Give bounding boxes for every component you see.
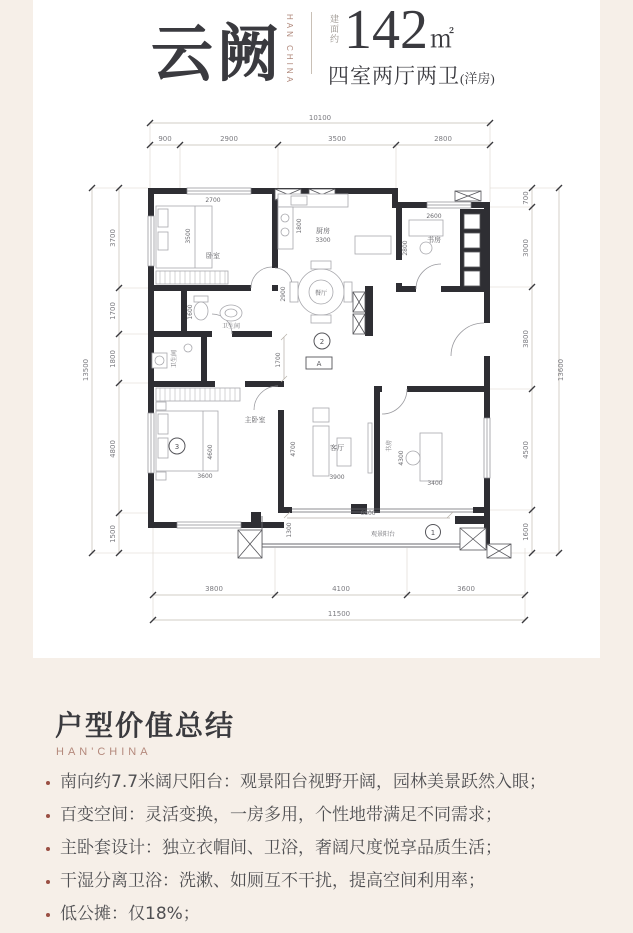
layout-line (328, 60, 495, 90)
area-block (327, 0, 454, 61)
room-study-bottom-height: 4300 (398, 450, 405, 466)
room-master-width: 3600 (197, 473, 213, 480)
room-living-label: 客厅 (330, 444, 344, 452)
dim-right-seg: 4500 (522, 441, 530, 459)
bullet-text: 主卧套设计：独立衣帽间、卫浴，奢阔尺度悦享品质生活； (60, 838, 502, 858)
list-item (46, 799, 591, 832)
room-labels (170, 197, 453, 538)
room-bath1-width: 1600 (187, 304, 194, 320)
room-study-top-height: 2800 (402, 240, 409, 256)
bullet-text: 百变空间：灵活变换，一房多用，个性地带满足不同需求； (60, 805, 502, 825)
bullet-dot-icon (46, 814, 50, 818)
room-kitchen-label: 厨房 (316, 227, 330, 235)
dim-top-seg: 2800 (434, 135, 452, 143)
bullet-text: 干湿分离卫浴：洗漱、如厕互不干扰，提高空间利用率； (60, 871, 485, 891)
dim-top-seg: 900 (158, 135, 172, 143)
room-study-top-label: 书房 (427, 236, 441, 244)
marker-1: 1 (430, 529, 436, 537)
bullet-text: 低公摊：仅18%； (60, 904, 200, 924)
dim-left-seg: 4800 (109, 440, 117, 458)
list-item (46, 865, 591, 898)
room-master-label: 主卧室 (244, 416, 266, 424)
summary-heading: 户型价值总结 (55, 711, 236, 742)
area-value: 142 (344, 0, 428, 61)
marker-3: 3 (174, 443, 180, 451)
dim-bottom-seg: 4100 (332, 585, 350, 593)
bullet-dot-icon (46, 880, 50, 884)
dim-bottom-total: 11500 (327, 610, 351, 618)
section-marker-a: A (316, 360, 322, 368)
room-kitchen-width: 3300 (315, 237, 331, 244)
dim-left-total: 13500 (82, 358, 90, 382)
floorplan-drawing (35, 108, 598, 653)
bullet-text: 南向约7.7米阔尺阳台：观景阳台视野开阔，园林美景跃然入眼； (60, 772, 547, 792)
room-bedroom-width: 2700 (205, 197, 221, 204)
dim-left-seg: 1800 (109, 350, 117, 368)
dim-right-total: 13600 (557, 358, 565, 382)
dim-left-seg: 3700 (109, 229, 117, 247)
room-bath2-label: 卫生间 (171, 349, 178, 369)
page-title: 云阙 (151, 21, 284, 89)
list-item (46, 766, 591, 799)
dim-left-seg: 1700 (109, 302, 117, 320)
room-study-bottom-label: 书房 (386, 439, 393, 453)
dim-top-seg: 2900 (220, 135, 238, 143)
room-balcony-label: 观景阳台 (370, 531, 396, 538)
layout-suffix: (洋房) (460, 71, 495, 86)
room-dining-height: 2900 (280, 286, 287, 302)
bullet-dot-icon (46, 847, 50, 851)
dim-right-seg: 3800 (522, 330, 530, 348)
dim-right-seg: 3000 (522, 239, 530, 257)
bullet-dot-icon (46, 781, 50, 785)
dim-right-seg: 1600 (522, 523, 530, 541)
room-study-bottom-width: 3400 (427, 480, 443, 487)
layout-text: 四室两厅两卫 (328, 64, 460, 88)
summary-brand-label: HAN'CHINA (56, 746, 152, 758)
room-bath1-label: 卫生间 (221, 323, 241, 330)
room-living-width: 3900 (329, 474, 345, 481)
dim-bottom-seg: 3600 (457, 585, 475, 593)
list-item (46, 898, 591, 931)
area-prefix-label: 建面约 (328, 14, 338, 44)
list-item (46, 832, 591, 865)
room-master-height: 4600 (207, 444, 214, 460)
dim-right-seg: 700 (522, 191, 530, 205)
room-bedroom-height: 3500 (185, 228, 192, 244)
room-kitchen-height: 1800 (296, 218, 303, 234)
brand-vertical-label: HAN CHINA (285, 14, 294, 86)
dim-left-seg: 1500 (109, 525, 117, 543)
summary-bullet-list (46, 766, 591, 931)
room-living-height: 4700 (290, 441, 297, 457)
bullet-dot-icon (46, 913, 50, 917)
room-dining-label: 餐厅 (314, 290, 328, 297)
room-study-top-width: 2600 (426, 213, 442, 220)
corridor-height: 1700 (275, 352, 282, 368)
dim-bottom-seg: 3800 (205, 585, 223, 593)
floorplan-card (33, 0, 600, 658)
dim-top-seg: 3500 (328, 135, 346, 143)
area-unit: ㎡ (430, 27, 454, 53)
marker-2: 2 (319, 338, 325, 346)
room-bedroom-label: 卧室 (206, 252, 220, 260)
room-balcony-width: 6800 (360, 510, 376, 517)
dim-top-total: 10100 (308, 114, 332, 122)
header-divider (311, 12, 312, 74)
room-balcony-height: 1300 (286, 522, 293, 538)
